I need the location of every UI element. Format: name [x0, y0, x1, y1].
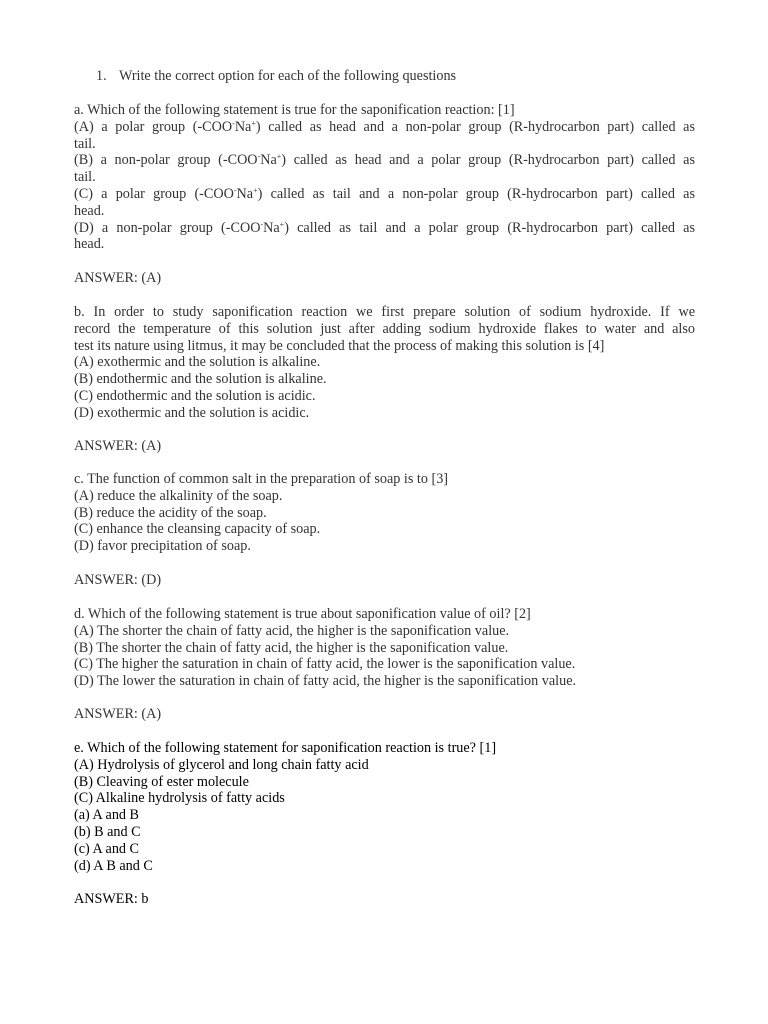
answer-a: ANSWER: (A): [74, 270, 162, 286]
question-text: c. The function of common salt in the preparation of soap is to [3]: [74, 471, 449, 487]
option-b-A: (A) exothermic and the solution is alkaline.: [74, 354, 321, 371]
question-text: d. Which of the following statement is true about saponification value of oil? [2]: [74, 606, 531, 622]
question-text: test its nature using litmus, it may be concluded that the process of making this solution is [4]: [74, 337, 605, 354]
option-b-D: (D) exothermic and the solution is acidic.: [74, 404, 310, 421]
question-text: b. In order to study saponification reaction we first prepare solution of sodium hydroxide. If we: [74, 304, 695, 320]
option-d-C: (C) The higher the saturation in chain of fatty acid, the lower is the saponification value.: [74, 656, 576, 673]
option-d-A: (A) The shorter the chain of fatty acid, the higher is the saponification value.: [74, 622, 510, 639]
question-text: e. Which of the following statement for saponification reaction is true? [1]: [74, 740, 497, 756]
option-c-D: (D) favor precipitation of soap.: [74, 538, 251, 555]
option-line-continued: tail.: [74, 135, 96, 152]
choice-e-d: (d) A B and C: [74, 857, 153, 874]
option-c-B: (B) reduce the acidity of the soap.: [74, 504, 267, 521]
option-e-C: (C) Alkaline hydrolysis of fatty acids: [74, 790, 285, 807]
question-text: record the temperature of this solution just after adding sodium hydroxide flakes to water and also: [74, 320, 695, 337]
question-a: [74, 102, 695, 253]
option-b-C: (C) endothermic and the solution is acidic.: [74, 387, 316, 404]
option-e-A: (A) Hydrolysis of glycerol and long chain fatty acid: [74, 756, 369, 773]
option-c-A: (A) reduce the alkalinity of the soap.: [74, 487, 283, 504]
heading-number: 1.: [96, 68, 107, 84]
option-a-A: [74, 119, 695, 153]
question-text: a. Which of the following statement is true for the saponification reaction: [1]: [74, 102, 515, 118]
answer-c: ANSWER: (D): [74, 572, 162, 588]
choice-e-b: (b) B and C: [74, 823, 141, 840]
question-c: [74, 471, 695, 555]
option-line-continued: tail.: [74, 169, 96, 186]
option-line-continued: head.: [74, 202, 105, 219]
question-b: [74, 304, 695, 422]
option-b-B: (B) endothermic and the solution is alkaline.: [74, 371, 327, 388]
option-a-D: [74, 220, 695, 254]
heading-text: Write the correct option for each of the following questions: [119, 68, 457, 84]
option-e-B: (B) Cleaving of ester molecule: [74, 773, 249, 790]
answer-b: ANSWER: (A): [74, 438, 162, 454]
option-line: (C) a polar group (-COO-Na+) called as tail and a non-polar group (R-hydrocarbon part) called as: [74, 185, 695, 202]
option-a-B: [74, 152, 695, 186]
option-a-C: [74, 186, 695, 220]
option-line: (D) a non-polar group (-COO-Na+) called as tail and a polar group (R-hydrocarbon part) called as: [74, 219, 695, 236]
instruction-heading: [96, 68, 456, 85]
option-line-continued: head.: [74, 236, 105, 253]
answer-e: ANSWER: b: [74, 891, 149, 907]
choice-e-c: (c) A and C: [74, 840, 140, 857]
question-e: [74, 740, 695, 874]
option-c-C: (C) enhance the cleansing capacity of soap.: [74, 521, 321, 538]
option-line: (A) a polar group (-COO-Na+) called as head and a non-polar group (R-hydrocarbon part) called as: [74, 118, 696, 135]
option-d-B: (B) The shorter the chain of fatty acid, the higher is the saponification value.: [74, 639, 509, 656]
choice-e-a: (a) A and B: [74, 807, 140, 824]
question-d: [74, 606, 695, 690]
option-d-D: (D) The lower the saturation in chain of fatty acid, the higher is the saponification value.: [74, 673, 577, 690]
option-line: (B) a non-polar group (-COO-Na+) called as head and a polar group (R-hydrocarbon part) called as: [74, 152, 695, 169]
answer-d: ANSWER: (A): [74, 706, 162, 722]
